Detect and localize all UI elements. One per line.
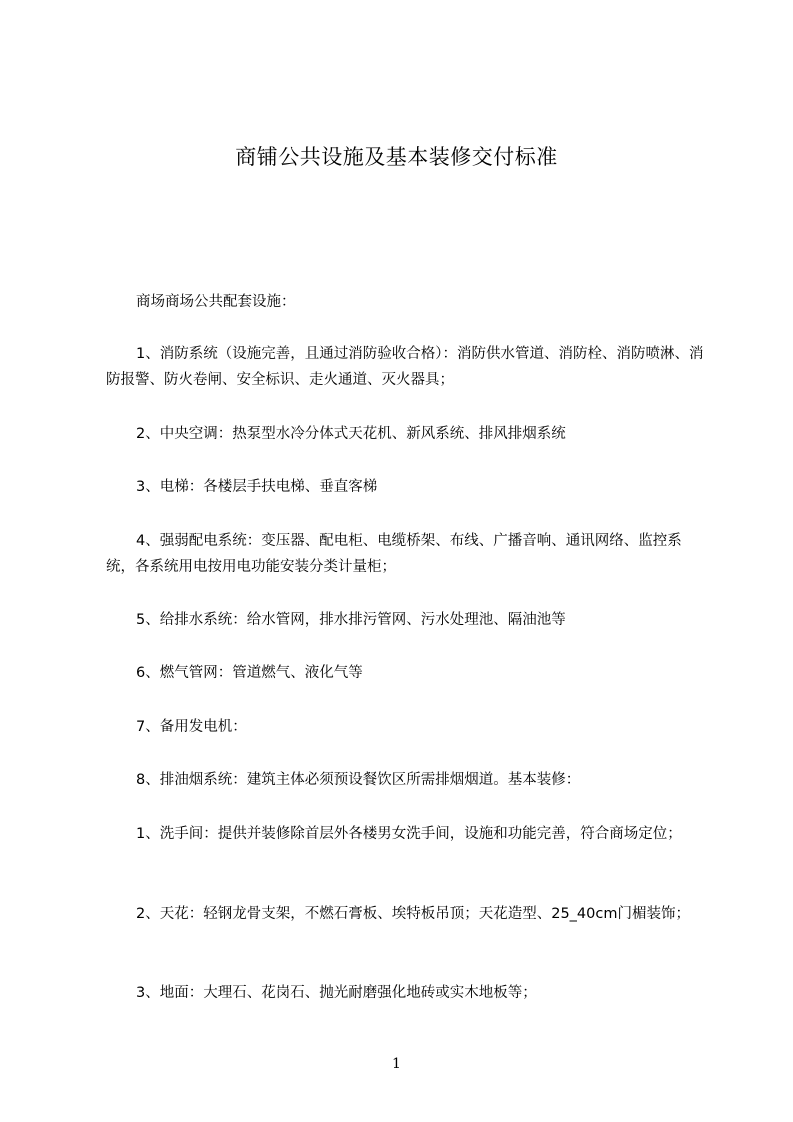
paragraph-backup-generator: 7、备用发电机： (136, 719, 247, 735)
paragraph-fire-protection: 1、消防系统（设施完善，且通过消防验收合格）：消防供水管道、消防栓、消防喷淋、消防报警、防火卷闸、安全标识、走火通道、灭火器具； (106, 346, 704, 388)
paragraph-central-air-conditioning: 2、中央空调：热泵型水冷分体式天花机、新风系统、排风排烟系统 (136, 426, 566, 442)
paragraph-ceiling: 2、天花：轻钢龙骨支架，不燃石膏板、埃特板吊顶；天花造型、25_40cm门楣装饰； (136, 906, 690, 922)
paragraph-water-supply-drainage: 5、给排水系统：给水管网，排水排污管网、污水处理池、隔油池等 (136, 612, 566, 628)
paragraph-exhaust-system: 8、排油烟系统：建筑主体必须预设餐饮区所需排烟烟道。基本装修： (136, 772, 581, 788)
paragraph-washroom: 1、洗手间：提供并装修除首层外各楼男女洗手间，设施和功能完善，符合商场定位； (136, 826, 682, 842)
page-number: 1 (392, 1056, 401, 1072)
paragraph-power-distribution: 4、强弱配电系统：变压器、配电柜、电缆桥架、布线、广播音响、通讯网络、监控系统，各系统用电按用电功能安装分类计量柜； (106, 533, 682, 575)
paragraph-gas-pipeline: 6、燃气管网：管道燃气、液化气等 (136, 665, 363, 681)
paragraph-floor: 3、地面：大理石、花岗石、抛光耐磨强化地砖或实木地板等； (136, 985, 537, 1001)
document-title: 商铺公共设施及基本装修交付标准 (235, 145, 558, 169)
paragraph-public-facilities-heading: 商场商场公共配套设施： (136, 294, 296, 310)
paragraph-elevator: 3、电梯：各楼层手扶电梯、垂直客梯 (136, 479, 378, 495)
